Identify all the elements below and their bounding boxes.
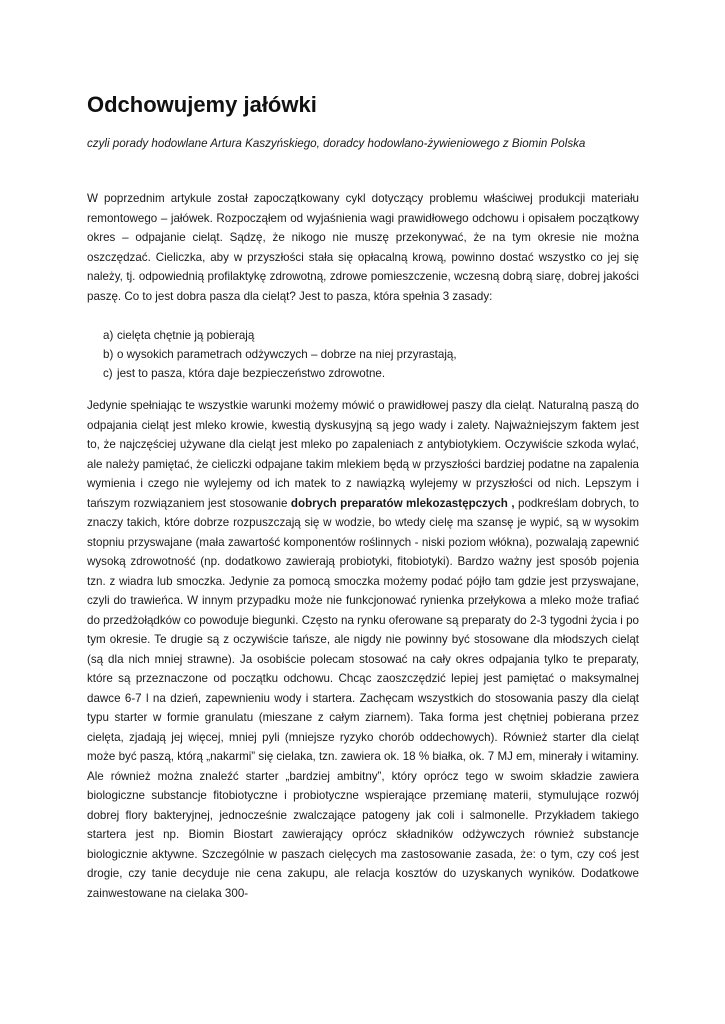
document-subtitle: czyli porady hodowlane Artura Kaszyńskiego, doradcy hodowlano-żywieniowego z Biomin Polska [87, 137, 586, 150]
list-marker: a) [103, 329, 114, 342]
list-marker: c) [103, 367, 113, 380]
list-item-text: jest to pasza, która daje bezpieczeństwo zdrowotne. [117, 367, 386, 380]
document-page [87, 92, 639, 903]
list-item [87, 326, 639, 345]
list-item [87, 364, 639, 383]
list-item [87, 345, 639, 364]
paragraph-text-continued: podkreślam dobrych, to znaczy takich, które dobrze rozpuszczają się w wodzie, bo wtedy cielę ma szansę je wypić, są w wysokim stopniu przyswajane (mała zawartość komponentów roślinnych - niski poziom włókna), pozwalają zapewnić wysoką zdrowotność (np. dodatkowo zawierają probiotyki, fitobiotyki). Bardzo ważny jest sposób pojenia tzn. z wiadra lub smoczka. Jedynie za pomocą smoczka możemy podać pójło tam gdzie jest przyswajane, czyli do trawieńca. W innym przypadku może nie funkcjonować rynienka przełykowa a mleko może trafiać do przedżołądków co powoduje biegunki. Często na rynku oferowane są preparaty do 2-3 tygodni życia i po tym okresie. Te drugie są z oczywiście tańsze, ale nigdy nie powinny być stosowane dla młodszych cieląt (są dla nich mniej strawne). Ja osobiście polecam stosować na cały okres odpajania tylko te preparaty, które są przeznaczone od początku odchowu. Chcąc zaoszczędzić lepiej jest pamiętać o maksymalnej dawce 6-7 l na dzień, zapewnieniu wody i startera. Zachęcam wszystkich do stosowania paszy dla cieląt typu starter w formie granulatu (mieszane z całym ziarnem). Taka forma jest chętniej pobierana przez cielęta, zjadają jej więcej, mniej pyli (mniejsze ryzyko chorób oddechowych). Również starter dla cieląt może być paszą, którą „nakarmi” się cielaka, tzn. zawiera ok. 18 % białka, ok. 7 MJ em, minerały i witaminy. Ale również można znaleźć starter „bardziej ambitny”, który oprócz tego w swoim składzie zawiera biologiczne substancje fitobiotyczne i probiotyczne wspierające przemianę materii, stymulujące rozwój dobrej flory bakteryjnej, jednocześnie zwalczające patogeny jak coli i salmonelle. Przykładem takiego startera jest np. Biomin Biostart zawierający oprócz składników odżywczych również substancje biologicznie aktywne. Szczególnie w paszach cielęcych ma zastosowanie zasada, że: o tym, czy coś jest drogie, czy tanie decyduje nie cena zakupu, ale relacja kosztów do uzyskanych wyników. Dodatkowe zainwestowane na cielaka 300- [87, 496, 639, 900]
paragraph-text: Jedynie spełniając te wszystkie warunki możemy mówić o prawidłowej paszy dla cieląt. Naturalną paszą do odpajania cieląt jest mleko krowie, kwestią dyskusyjną są jego wady i zalety. Najważniejszym faktem jest to, że najczęściej używane dla cieląt jest mleko po zapaleniach z antybiotykiem. Oczywiście szkoda wylać, ale należy pamiętać, że cieliczki odpajane takim mlekiem będą w przyszłości bardziej podatne na zapalenia wymienia i czego nie wylejemy od ich matek to z nawiązką wylejemy w przyszłości od nich. Lepszym i tańszym rozwiązaniem jest stosowanie [87, 399, 639, 510]
document-title: Odchowujemy jałówki [87, 92, 317, 117]
list-item-text: cielęta chętnie ją pobierają [117, 329, 255, 342]
intro-paragraph: W poprzednim artykule został zapoczątkowany cykl dotyczący problemu właściwej produkcji materiału remontowego – jałówek. Rozpocząłem od wyjaśnienia wagi prawidłowego odchowu i opisałem początkowy okres – odpajanie cieląt. Sądzę, że nikogo nie muszę przekonywać, że na tym okresie nie można oszczędzać. Cieliczka, aby w przyszłości stała się opłacalną krową, powinno dostać wszystko co jej się należy, tj. odpowiednią profilaktykę zdrowotną, zdrowe pomieszczenie, wczesną dobrą siarę, dobrej jakości paszę. Co to jest dobra pasza dla cieląt? Jest to pasza, która spełnia 3 zasady: [87, 192, 639, 303]
main-paragraph [87, 396, 639, 903]
rules-list [87, 326, 639, 383]
bold-phrase: dobrych preparatów mlekozastępczych , [290, 496, 515, 510]
list-marker: b) [103, 348, 114, 361]
list-item-text: o wysokich parametrach odżywczych – dobrze na niej przyrastają, [117, 348, 457, 361]
